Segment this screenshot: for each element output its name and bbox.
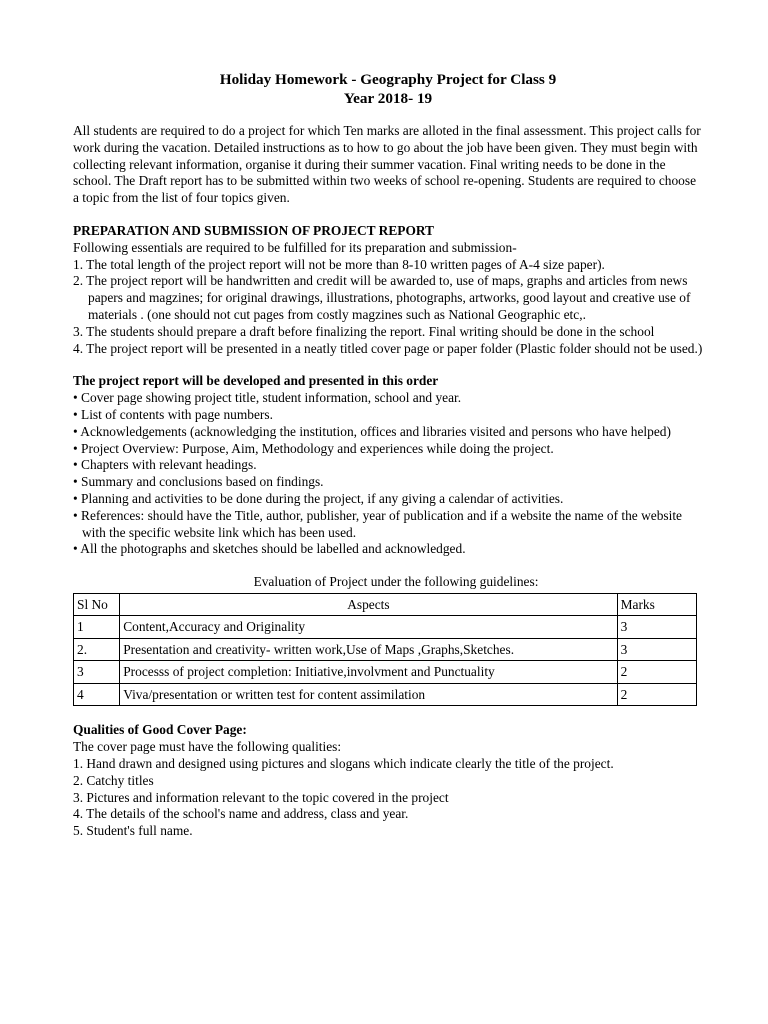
table-row xyxy=(74,638,697,661)
list-item: • Project Overview: Purpose, Aim, Methodology and experiences while doing the project. xyxy=(73,440,554,456)
intro-paragraph: All students are required to do a project for which Ten marks are alloted in the final assessment. This project calls for work during the vacation. Detailed instructions as to how to go about the job have been given. They must begin with collecting relevant information, organise it during their summer vacation. Final writing needs to be done in the school. The Draft report has to be submitted within two weeks of school re-opening. Students are required to choose a topic from the list of four topics given. xyxy=(73,123,701,206)
list-item: • Cover page showing project title, student information, school and year. xyxy=(73,390,462,406)
header-sl-no: Sl No xyxy=(74,593,120,616)
list-item: • References: should have the Title, author, publisher, year of publication and if a website the name of the website with the specific website link which has been used. xyxy=(73,507,682,540)
list-item: • Acknowledgements (acknowledging the institution, offices and libraries visited and persons who have helped) xyxy=(73,423,671,439)
list-item: 4. The details of the school's name and address, class and year. xyxy=(73,806,409,822)
list-item: • All the photographs and sketches should be labelled and acknowledged. xyxy=(73,541,466,557)
order-list xyxy=(73,390,703,558)
cover-list xyxy=(73,756,703,840)
document-page xyxy=(73,70,703,840)
cell-sl-no: 1 xyxy=(74,616,120,639)
list-item: 2. Catchy titles xyxy=(73,772,154,788)
cell-marks: 3 xyxy=(617,616,696,639)
preparation-section xyxy=(73,223,703,357)
cell-aspect: Content,Accuracy and Originality xyxy=(120,616,617,639)
cell-sl-no: 4 xyxy=(74,683,120,706)
cell-aspect: Viva/presentation or written test for content assimilation xyxy=(120,683,617,706)
order-section xyxy=(73,373,703,558)
document-title: Holiday Homework - Geography Project for Class 9 xyxy=(219,71,557,88)
list-item: • Summary and conclusions based on findings. xyxy=(73,474,324,490)
cell-sl-no: 3 xyxy=(74,661,120,684)
document-year: Year 2018- 19 xyxy=(343,90,433,107)
list-item: 3. Pictures and information relevant to the topic covered in the project xyxy=(73,789,449,805)
list-item: • Chapters with relevant headings. xyxy=(73,457,257,473)
table-header-row xyxy=(74,593,697,616)
list-item: • List of contents with page numbers. xyxy=(73,406,273,422)
list-item: 2. The project report will be handwritten and credit will be awarded to, use of maps, graphs and articles from news papers and magzines; for original drawings, illustrations, photographs, artworks, good layout and creative use of materials . (one should not cut pages from costly magzines such as National Geographic etc,. xyxy=(73,273,691,322)
list-item: • Planning and activities to be done during the project, if any giving a calendar of activities. xyxy=(73,490,564,506)
cell-marks: 3 xyxy=(617,638,696,661)
evaluation-table xyxy=(73,593,697,707)
list-item: 4. The project report will be presented in a neatly titled cover page or paper folder (Plastic folder should not be used.) xyxy=(73,340,703,356)
cover-heading: Qualities of Good Cover Page: xyxy=(73,722,247,738)
header-marks: Marks xyxy=(617,593,696,616)
cell-aspect: Processs of project completion: Initiative,involvment and Punctuality xyxy=(120,661,617,684)
cell-aspect: Presentation and creativity- written work,Use of Maps ,Graphs,Sketches. xyxy=(120,638,617,661)
list-item: 1. Hand drawn and designed using pictures and slogans which indicate clearly the title of the project. xyxy=(73,756,614,772)
table-row xyxy=(74,661,697,684)
cover-section xyxy=(73,722,703,840)
list-item: 5. Student's full name. xyxy=(73,823,193,839)
table-row xyxy=(74,616,697,639)
cell-marks: 2 xyxy=(617,683,696,706)
cell-sl-no: 2. xyxy=(74,638,120,661)
order-heading: The project report will be developed and presented in this order xyxy=(73,373,439,389)
preparation-heading: PREPARATION AND SUBMISSION OF PROJECT REPORT xyxy=(73,222,434,238)
table-row xyxy=(74,683,697,706)
cell-marks: 2 xyxy=(617,661,696,684)
cover-lead: The cover page must have the following qualities: xyxy=(73,739,342,755)
title-block xyxy=(73,70,703,108)
list-item: 1. The total length of the project report will not be more than 8-10 written pages of A-4 size paper). xyxy=(73,256,605,272)
preparation-lead: Following essentials are required to be fulfilled for its preparation and submission- xyxy=(73,239,517,255)
preparation-list xyxy=(73,257,703,358)
header-aspects: Aspects xyxy=(120,593,617,616)
evaluation-caption: Evaluation of Project under the following guidelines: xyxy=(253,574,539,590)
list-item: 3. The students should prepare a draft before finalizing the report. Final writing should be done in the school xyxy=(73,323,655,339)
